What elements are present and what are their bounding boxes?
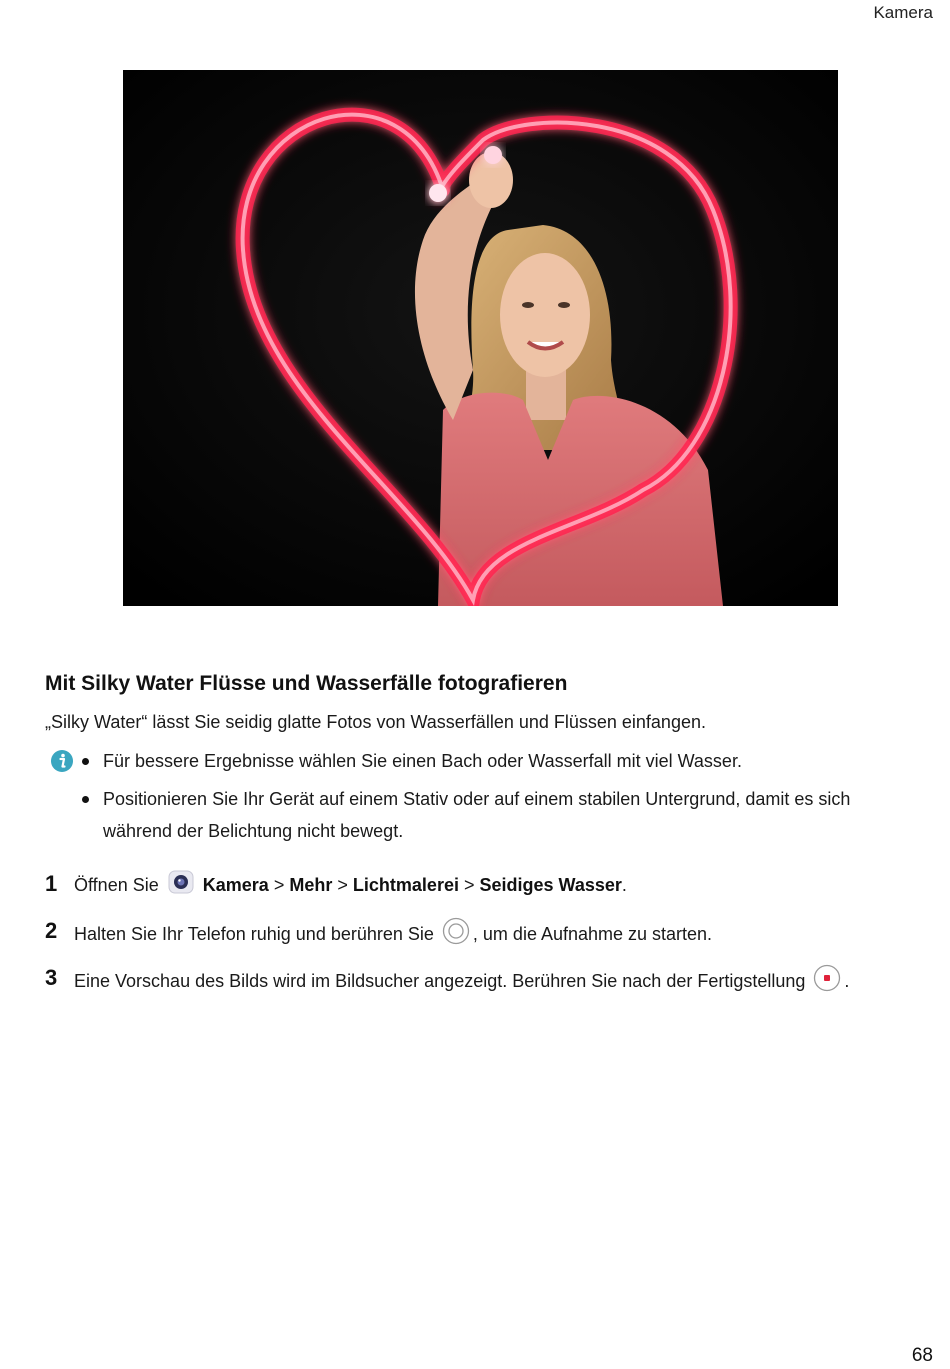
note-text: Für bessere Ergebnisse wählen Sie einen Bach oder Wasserfall mit viel Wasser. <box>103 751 742 771</box>
step-text: Eine Vorschau des Bilds wird im Bildsucher angezeigt. Berühren Sie nach der Fertigstellung . <box>74 968 849 996</box>
page-header-section: Kamera <box>873 3 933 22</box>
note-text: Positionieren Sie Ihr Gerät auf einem Stativ oder auf einem stabilen Untergrund, damit es sich während der Belichtung nicht bewegt. <box>103 789 851 841</box>
bullet-dot <box>82 796 89 803</box>
light-painting-photo <box>123 70 838 606</box>
camera-app-icon[interactable] <box>167 870 195 894</box>
stop-recording-icon[interactable] <box>813 964 841 992</box>
page-number: 68 <box>911 1345 933 1366</box>
step-text: Öffnen Sie Kamera > Mehr > Lichtmalerei > Seidiges Wasser. <box>74 874 627 898</box>
note-item <box>82 745 912 777</box>
note-item <box>82 783 912 847</box>
step-number: 3 <box>45 965 58 990</box>
section-intro: „Silky Water“ lässt Sie seidig glatte Fotos von Wasserfällen und Flüssen einfangen. <box>45 712 706 732</box>
info-icon <box>50 749 74 773</box>
step-number: 2 <box>45 918 58 943</box>
step-number: 1 <box>45 871 58 896</box>
section-title: Mit Silky Water Flüsse und Wasserfälle fotografieren <box>45 672 568 695</box>
step-text: Halten Sie Ihr Telefon ruhig und berühren Sie , um die Aufnahme zu starten. <box>74 921 712 949</box>
bullet-dot <box>82 758 89 765</box>
shutter-button-icon[interactable] <box>442 917 470 945</box>
